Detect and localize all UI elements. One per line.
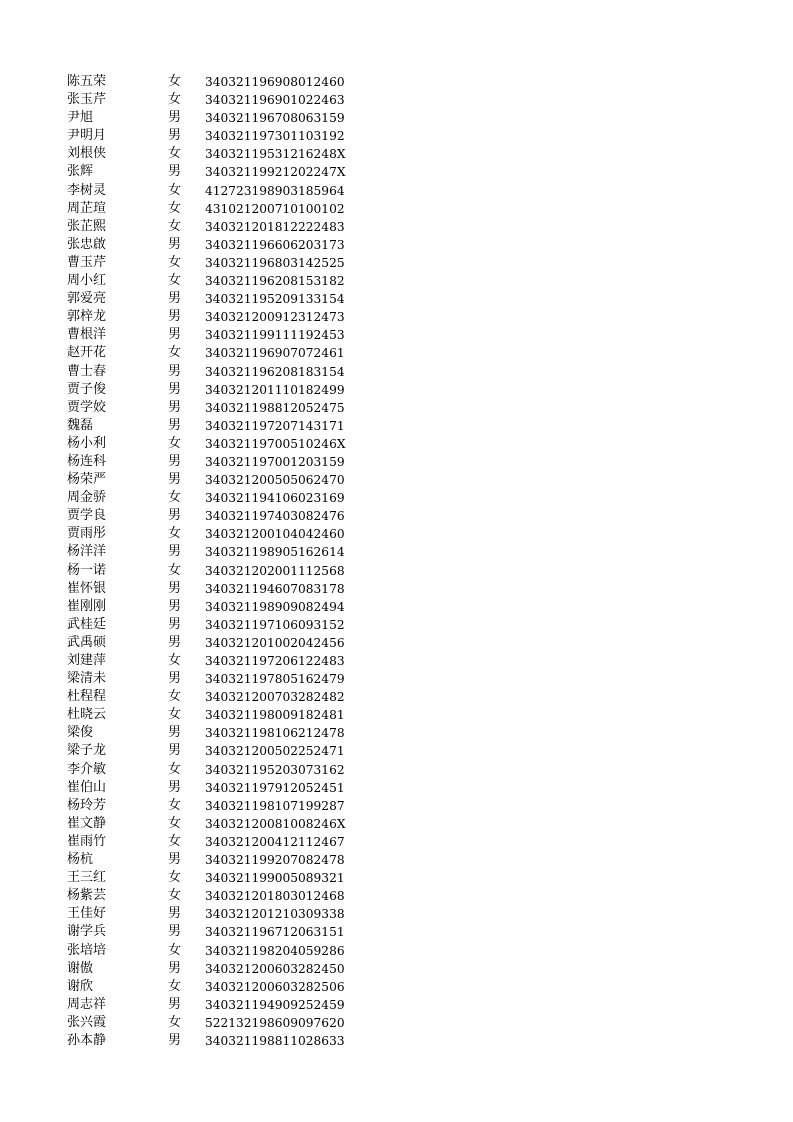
table-row (67, 670, 367, 688)
id-number-cell: 340321197912052451 (205, 780, 345, 795)
table-row (67, 182, 367, 200)
id-number-cell: 340321195209133154 (205, 292, 345, 307)
table-row (67, 91, 367, 109)
id-number-cell: 340321196803142525 (205, 255, 345, 270)
table-row (67, 471, 367, 489)
table-row (67, 815, 367, 833)
table-row (67, 598, 367, 616)
id-number-cell: 340321201812222483 (205, 219, 345, 234)
name-cell: 张玉芹 (67, 92, 107, 108)
name-cell: 刘根侠 (67, 146, 107, 162)
id-number-cell: 340321197001203159 (205, 454, 345, 469)
id-number-cell: 412723198903185964 (205, 183, 345, 198)
table-row (67, 580, 367, 598)
id-number-cell: 340321196708063159 (205, 111, 345, 126)
id-number-cell: 340321198106212478 (205, 726, 345, 741)
id-number-cell: 340321197403082476 (205, 509, 345, 524)
gender-cell: 女 (168, 689, 182, 705)
gender-cell: 女 (168, 146, 182, 162)
gender-cell: 女 (168, 526, 182, 542)
table-row (67, 308, 367, 326)
name-cell: 孙本静 (67, 1032, 107, 1048)
id-number-cell: 340321198909082494 (205, 599, 345, 614)
gender-cell: 男 (168, 1032, 182, 1048)
id-number-cell: 340321197207143171 (205, 418, 345, 433)
gender-cell: 男 (168, 580, 182, 596)
gender-cell: 女 (168, 888, 182, 904)
name-cell: 崔雨竹 (67, 833, 107, 849)
gender-cell: 男 (168, 236, 182, 252)
table-row (67, 326, 367, 344)
gender-cell: 女 (168, 345, 182, 361)
gender-cell: 男 (168, 598, 182, 614)
table-row (67, 562, 367, 580)
id-number-cell: 340321200603282450 (205, 961, 345, 976)
table-row (67, 417, 367, 435)
table-row (67, 399, 367, 417)
name-cell: 周志祥 (67, 996, 107, 1012)
table-row (67, 290, 367, 308)
name-cell: 郭梓龙 (67, 309, 107, 325)
gender-cell: 女 (168, 273, 182, 289)
name-cell: 曹根洋 (67, 327, 107, 343)
gender-cell: 男 (168, 128, 182, 144)
name-cell: 崔怀银 (67, 580, 107, 596)
table-row (67, 942, 367, 960)
id-number-cell: 340321196712063151 (205, 925, 345, 940)
table-row (67, 616, 367, 634)
gender-cell: 男 (168, 110, 182, 126)
table-row (67, 779, 367, 797)
name-cell: 杨紫芸 (67, 888, 107, 904)
name-cell: 尹旭 (67, 110, 94, 126)
id-number-cell: 340321200104042460 (205, 527, 345, 542)
name-cell: 梁子龙 (67, 743, 107, 759)
gender-cell: 男 (168, 743, 182, 759)
table-row (67, 833, 367, 851)
table-row (67, 887, 367, 905)
gender-cell: 男 (168, 544, 182, 560)
gender-cell: 女 (168, 92, 182, 108)
id-number-cell: 340321196901022463 (205, 93, 345, 108)
gender-cell: 女 (168, 815, 182, 831)
gender-cell: 女 (168, 218, 182, 234)
name-cell: 杨荣严 (67, 472, 107, 488)
id-number-cell: 34032120081008246X (205, 816, 346, 831)
table-row (67, 381, 367, 399)
gender-cell: 男 (168, 508, 182, 524)
name-cell: 陈五荣 (67, 74, 107, 89)
id-number-cell: 340321201210309338 (205, 907, 345, 922)
name-cell: 谢欣 (67, 978, 94, 994)
id-number-cell: 340321198811028633 (205, 1033, 345, 1048)
name-cell: 杨洋洋 (67, 544, 107, 560)
name-cell: 武禹硕 (67, 634, 107, 650)
id-number-cell: 340321200912312473 (205, 310, 345, 325)
id-number-cell: 340321198204059286 (205, 943, 345, 958)
id-number-cell: 522132198609097620 (205, 1015, 345, 1030)
table-row (67, 200, 367, 218)
gender-cell: 男 (168, 634, 182, 650)
table-row (67, 435, 367, 453)
id-number-cell: 340321201803012468 (205, 889, 345, 904)
name-cell: 曹玉芹 (67, 254, 107, 270)
table-row (67, 724, 367, 742)
name-cell: 杨连科 (67, 453, 107, 469)
gender-cell: 女 (168, 833, 182, 849)
gender-cell: 女 (168, 870, 182, 886)
name-cell: 杨小利 (67, 435, 107, 451)
table-row (67, 996, 367, 1014)
id-number-cell: 340321197206122483 (205, 654, 345, 668)
name-cell: 武桂廷 (67, 616, 107, 632)
id-number-cell: 340321197301103192 (205, 129, 345, 144)
gender-cell: 女 (168, 707, 182, 723)
name-cell: 张兴霞 (67, 1014, 107, 1030)
table-row (67, 254, 367, 272)
name-cell: 周小红 (67, 273, 107, 289)
name-cell: 赵开花 (67, 345, 107, 361)
id-number-cell: 340321197805162479 (205, 672, 345, 687)
table-row (67, 797, 367, 815)
table-row (67, 960, 367, 978)
table-row (67, 272, 367, 290)
table-row (67, 218, 367, 236)
gender-cell: 男 (168, 616, 182, 632)
name-cell: 杜晓云 (67, 707, 107, 723)
id-number-cell: 340321201110182499 (205, 382, 345, 397)
id-number-cell: 340321200412112467 (205, 834, 345, 849)
table-row (67, 688, 367, 706)
id-number-cell: 340321198905162614 (205, 545, 345, 560)
gender-cell: 女 (168, 653, 182, 668)
name-cell: 崔伯山 (67, 779, 107, 795)
gender-cell: 男 (168, 417, 182, 433)
id-number-cell: 340321200502252471 (205, 744, 345, 759)
name-cell: 王佳好 (67, 906, 107, 922)
gender-cell: 男 (168, 453, 182, 469)
gender-cell: 女 (168, 978, 182, 994)
id-number-cell: 340321199005089321 (205, 871, 345, 886)
gender-cell: 女 (168, 1014, 182, 1030)
table-row (67, 344, 367, 362)
name-cell: 梁俊 (67, 725, 94, 741)
name-cell: 魏磊 (67, 417, 94, 433)
name-cell: 贾雨彤 (67, 526, 107, 542)
name-cell: 杜程程 (67, 689, 107, 705)
name-cell: 尹明月 (67, 128, 107, 144)
gender-cell: 女 (168, 761, 182, 777)
table-row (67, 905, 367, 923)
name-cell: 张芷熙 (67, 218, 107, 234)
gender-cell: 男 (168, 399, 182, 415)
table-row (67, 869, 367, 887)
table-row (67, 363, 367, 381)
table-row (67, 163, 367, 181)
name-cell: 刘建萍 (67, 653, 107, 668)
gender-cell: 女 (168, 562, 182, 578)
name-cell: 李树灵 (67, 182, 107, 198)
name-cell: 贾学姣 (67, 399, 107, 415)
table-row (67, 127, 367, 145)
name-cell: 周金骄 (67, 490, 107, 506)
table-row (67, 634, 367, 652)
id-number-cell: 340321199111192453 (205, 328, 345, 343)
table-row (67, 453, 367, 471)
name-cell: 崔文静 (67, 815, 107, 831)
table-row (67, 652, 367, 670)
id-number-cell: 340321197106093152 (205, 617, 345, 632)
gender-cell: 男 (168, 164, 182, 180)
gender-cell: 男 (168, 291, 182, 307)
gender-cell: 女 (168, 200, 182, 216)
name-cell: 杨一诺 (67, 562, 107, 578)
gender-cell: 男 (168, 472, 182, 488)
id-number-cell: 340321200505062470 (205, 473, 345, 488)
table-row (67, 145, 367, 163)
table-row (67, 851, 367, 869)
id-number-cell: 340321195203073162 (205, 762, 345, 777)
id-number-cell: 340321194106023169 (205, 491, 345, 506)
gender-cell: 男 (168, 996, 182, 1012)
gender-cell: 男 (168, 381, 182, 397)
gender-cell: 男 (168, 779, 182, 795)
table-row (67, 1014, 367, 1032)
id-number-cell: 340321199207082478 (205, 853, 345, 868)
name-cell: 谢傲 (67, 960, 94, 976)
id-number-cell: 34032119531216248X (205, 147, 346, 162)
id-number-cell: 340321196208183154 (205, 364, 345, 379)
name-cell: 贾子俊 (67, 381, 107, 397)
name-cell: 贾学良 (67, 508, 107, 524)
gender-cell: 男 (168, 363, 182, 379)
name-cell: 张辉 (67, 164, 94, 180)
gender-cell: 男 (168, 924, 182, 940)
gender-cell: 女 (168, 435, 182, 451)
gender-cell: 女 (168, 74, 182, 89)
gender-cell: 女 (168, 942, 182, 958)
table-row (67, 1032, 367, 1050)
id-number-cell: 340321196908012460 (205, 75, 345, 89)
gender-cell: 男 (168, 309, 182, 325)
id-number-cell: 340321198009182481 (205, 708, 345, 723)
id-number-cell: 340321196606203173 (205, 237, 345, 252)
gender-cell: 男 (168, 906, 182, 922)
gender-cell: 女 (168, 182, 182, 198)
gender-cell: 女 (168, 254, 182, 270)
table-row (67, 489, 367, 507)
gender-cell: 女 (168, 490, 182, 506)
table-row (67, 73, 367, 91)
id-number-cell: 340321196907072461 (205, 346, 345, 361)
id-number-cell: 340321201002042456 (205, 635, 345, 650)
table-row (67, 109, 367, 127)
gender-cell: 男 (168, 327, 182, 343)
id-number-cell: 34032119700510246X (205, 436, 346, 451)
name-cell: 梁清未 (67, 671, 107, 687)
table-row (67, 923, 367, 941)
id-number-cell: 34032119921202247X (205, 165, 346, 180)
id-number-cell: 340321198107199287 (205, 798, 345, 813)
name-cell: 曹士春 (67, 363, 107, 379)
name-cell: 周芷瑄 (67, 200, 107, 216)
name-cell: 谢学兵 (67, 924, 107, 940)
name-cell: 李介敏 (67, 761, 107, 777)
table-row (67, 507, 367, 525)
table-row (67, 525, 367, 543)
table-row (67, 742, 367, 760)
id-number-cell: 431021200710100102 (205, 201, 345, 216)
name-cell: 杨杭 (67, 852, 94, 868)
name-cell: 崔刚刚 (67, 598, 107, 614)
gender-cell: 男 (168, 960, 182, 976)
name-cell: 张忠啟 (67, 236, 107, 252)
gender-cell: 男 (168, 671, 182, 687)
table-row (67, 761, 367, 779)
name-cell: 张培培 (67, 942, 107, 958)
name-cell: 王三红 (67, 870, 107, 886)
table-row (67, 543, 367, 561)
id-number-cell: 340321198812052475 (205, 400, 345, 415)
gender-cell: 男 (168, 725, 182, 741)
table-row (67, 236, 367, 254)
name-cell: 杨玲芳 (67, 797, 107, 813)
id-number-cell: 340321202001112568 (205, 563, 345, 578)
gender-cell: 男 (168, 852, 182, 868)
gender-cell: 女 (168, 797, 182, 813)
table-row (67, 706, 367, 724)
record-list (67, 73, 367, 1050)
name-cell: 郭爱亮 (67, 291, 107, 307)
id-number-cell: 340321196208153182 (205, 274, 345, 289)
id-number-cell: 340321194909252459 (205, 997, 345, 1012)
id-number-cell: 340321200603282506 (205, 979, 345, 994)
id-number-cell: 340321200703282482 (205, 690, 345, 705)
id-number-cell: 340321194607083178 (205, 581, 345, 596)
table-row (67, 978, 367, 996)
